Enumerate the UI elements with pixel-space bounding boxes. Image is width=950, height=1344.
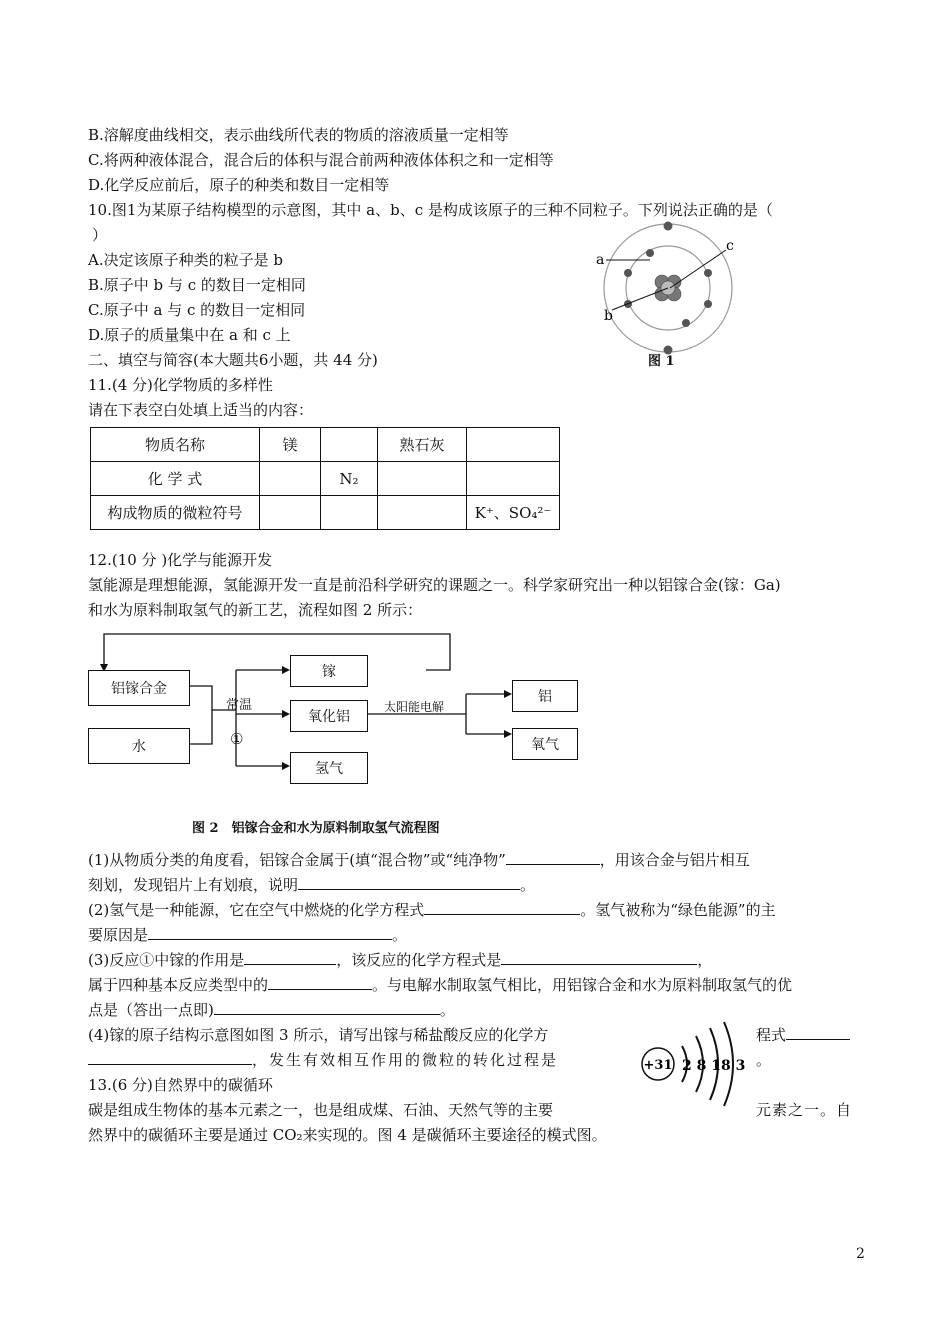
box-alloy: 铝镓合金	[88, 670, 190, 706]
table-row	[91, 462, 560, 496]
table-cell: 构成物质的微粒符号	[91, 496, 260, 530]
q12-part-3-cont: 属于四种基本反应类型中的 。与电解水制取氢气相比，用铝镓合金和水为原料制取氢气的优	[88, 976, 793, 994]
table-cell: 化 学 式	[91, 462, 260, 496]
q12-part-3: (3)反应①中镓的作用是 ，该反应的化学方程式是 ，	[88, 951, 713, 969]
option-b-prev: B.溶解度曲线相交，表示曲线所代表的物质的溶液质量一定相等	[88, 126, 509, 144]
q12-part-2: (2)氢气是一种能源，它在空气中燃烧的化学方程式 。氢气被称为“绿色能源”的主	[88, 901, 776, 919]
table-cell	[467, 428, 560, 462]
q12-part-1: (1)从物质分类的角度看，铝镓合金属于(填“混合物”或“纯净物” ，用该合金与铝片相互	[88, 851, 750, 869]
q10-option-a: A.决定该原子种类的粒子是 b	[88, 251, 283, 269]
q11-instruction: 请在下表空白处填上适当的内容：	[88, 401, 314, 419]
q10-option-d: D.原子的质量集中在 a 和 c 上	[88, 326, 291, 344]
atom-model-figure	[588, 220, 738, 370]
figure-2-caption: 图 2 铝镓合金和水为原料制取氢气流程图	[192, 821, 440, 836]
table-cell: 镁	[260, 428, 321, 462]
condition-label: 常温	[226, 698, 253, 713]
option-d-prev: D.化学反应前后，原子的种类和数目一定相等	[88, 176, 390, 194]
q10-option-b: B.原子中 b 与 c 的数目一定相同	[88, 276, 306, 294]
table-cell	[467, 462, 560, 496]
box-aluminum: 铝	[512, 680, 578, 712]
table-cell	[260, 496, 321, 530]
electrolysis-label: 太阳能电解	[384, 700, 445, 714]
q12-part-1-cont: 刻划，发现铝片上有划痕，说明 。	[88, 876, 536, 894]
q12-part-4: (4)镓的原子结构示意图如图 3 所示，请写出镓与稀盐酸反应的化学方	[88, 1026, 549, 1044]
table-cell	[321, 428, 378, 462]
q13-title: 13.(6 分)自然界中的碳循环	[88, 1076, 273, 1094]
label-a: a	[596, 252, 605, 268]
table-cell	[260, 462, 321, 496]
q13-line-1: 碳是组成生物体的基本元素之一，也是组成煤、石油、天然气等的主要	[88, 1101, 554, 1119]
q12-part-4-eq: 程式	[756, 1025, 850, 1045]
table-cell: 物质名称	[91, 428, 260, 462]
table-cell	[378, 462, 467, 496]
q12-intro-1: 氢能源是理想能源，氢能源开发一直是前沿科学研究的课题之一。科学家研究出一种以铝镓合金(镓：Ga)	[88, 576, 781, 594]
q13-line-1-end: 元素之一。自	[756, 1101, 853, 1119]
table-row	[91, 496, 560, 530]
box-water: 水	[88, 728, 190, 764]
box-hydrogen: 氢气	[290, 752, 368, 784]
box-gallium: 镓	[290, 655, 368, 687]
label-c: c	[726, 238, 734, 254]
page-number: 2	[856, 1246, 865, 1262]
q12-part-3-cont2: 点是（答出一点即) 。	[88, 1001, 455, 1019]
electron-shells: 2 8 18 3	[682, 1058, 746, 1074]
gallium-atom-figure	[636, 1020, 746, 1110]
label-b: b	[604, 308, 613, 324]
section-2-heading: 二、填空与简容(本大题共6小题，共 44 分)	[88, 351, 378, 369]
substance-table	[90, 427, 560, 530]
q10-stem: 10.图1为某原子结构模型的示意图，其中 a、b、c 是构成该原子的三种不同粒子。下列说法正确的是（	[88, 201, 773, 219]
table-cell: K⁺、SO₄²⁻	[467, 496, 560, 530]
q11-title: 11.(4 分)化学物质的多样性	[88, 376, 273, 394]
table-cell: 熟石灰	[378, 428, 467, 462]
option-c-prev: C.将两种液体混合，混合后的体积与混合前两种液体体积之和一定相等	[88, 151, 554, 169]
figure-1-caption: 图 1	[648, 354, 675, 369]
q12-title: 12.(10 分 )化学与能源开发	[88, 551, 273, 569]
q10-option-c: C.原子中 a 与 c 的数目一定相同	[88, 301, 306, 319]
q12-part-4-end: 。	[756, 1051, 772, 1069]
q12-intro-2: 和水为原料制取氢气的新工艺，流程如图 2 所示：	[88, 601, 423, 619]
box-oxygen: 氧气	[512, 728, 578, 760]
q10-stem-cont: ）	[92, 226, 108, 244]
table-cell	[321, 496, 378, 530]
table-row	[91, 428, 560, 462]
q12-part-2-cont: 要原因是 。	[88, 926, 408, 944]
table-cell	[378, 496, 467, 530]
q12-part-4-cont: ，发生有效相互作用的微粒的转化过程是	[88, 1050, 558, 1070]
table-cell: N₂	[321, 462, 378, 496]
box-alumina: 氧化铝	[290, 700, 368, 732]
step-label: ①	[230, 730, 244, 748]
nucleus-charge: +31	[643, 1058, 673, 1073]
q13-line-2: 然界中的碳循环主要是通过 CO₂来实现的。图 4 是碳循环主要途径的模式图。	[88, 1126, 607, 1144]
